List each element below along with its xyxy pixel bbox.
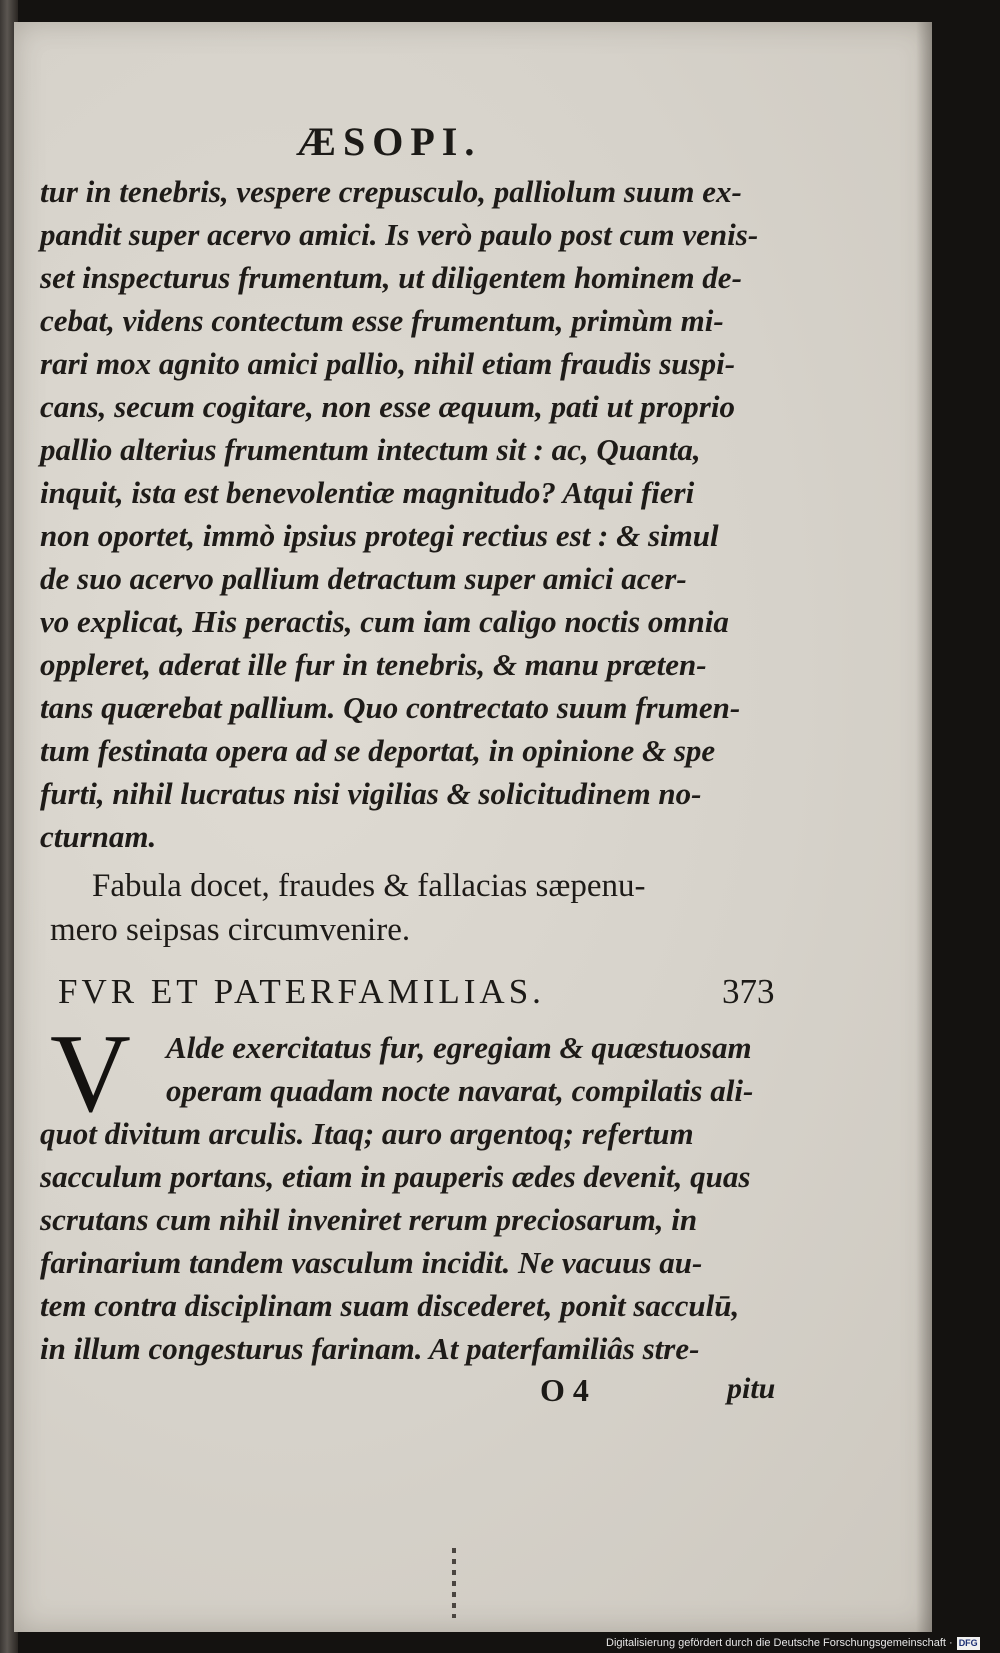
text-line: oppleret, aderat ille fur in tenebris, & manu præten- [40, 647, 707, 682]
text-line: cturnam. [40, 819, 157, 854]
text-line: scrutans cum nihil inveniret rerum preciosarum, in [40, 1202, 698, 1237]
section-title: FVR ET PATERFAMILIAS. [58, 972, 545, 1011]
text-line: de suo acervo pallium detractum super amici acer- [40, 561, 687, 596]
signature-mark: O 4 [540, 1372, 589, 1408]
text-line: tem contra disciplinam suam discederet, ponit sacculū, [40, 1288, 740, 1323]
text-line: cebat, videns contectum esse frumentum, primùm mi- [40, 303, 724, 338]
text-line: set inspecturus frumentum, ut diligentem hominem de- [40, 260, 742, 295]
gutter-stitch-mark [452, 1548, 456, 1618]
text-line: pallio alterius frumentum intectum sit : ac, Quanta, [40, 432, 701, 467]
text-line: sacculum portans, etiam in pauperis ædes devenit, quas [40, 1159, 751, 1194]
text-line: rari mox agnito amici pallio, nihil etiam fraudis suspi- [40, 346, 736, 381]
text-line: non oportet, immò ipsius protegi rectius est : & simul [40, 518, 719, 553]
text-line: cans, secum cogitare, non esse æquum, pati ut proprio [40, 389, 735, 424]
text-line: pandit super acervo amici. Is verò paulo post cum venis- [40, 217, 759, 252]
text-line: inquit, ista est benevolentiæ magnitudo? Atqui fieri [40, 475, 695, 510]
dfg-logo: DFG [958, 1637, 978, 1648]
moral-line: mero seipsas circumvenire. [50, 912, 411, 948]
text-line: operam quadam nocte navarat, compilatis ali- [166, 1073, 754, 1108]
text-line: tum festinata opera ad se deportat, in opinione & spe [40, 733, 716, 768]
text-line: tur in tenebris, vespere crepusculo, palliolum suum ex- [40, 174, 742, 209]
text-line: tans quærebat pallium. Quo contrectato suum frumen- [40, 690, 741, 725]
credit-text: Digitalisierung gefördert durch die Deutsche Forschungsgemeinschaft · [606, 1637, 953, 1649]
text-line: farinarium tandem vasculum incidit. Ne vacuus au- [40, 1245, 703, 1280]
catchword: pitu [727, 1372, 776, 1405]
page-number: 373 [722, 972, 775, 1011]
running-head: ÆSOPI. [296, 119, 482, 164]
text-line: in illum congesturus farinam. At paterfamiliâs stre- [40, 1331, 700, 1366]
text-line: quot divitum arculis. Itaq; auro argentoq; refertum [40, 1116, 694, 1151]
text-line: vo explicat, His peractis, cum iam caligo noctis omnia [40, 604, 729, 639]
text-line: Alde exercitatus fur, egregiam & quæstuosam [166, 1030, 752, 1065]
digitization-credit [606, 1633, 980, 1653]
text-line: furti, nihil lucratus nisi vigilias & solicitudinem no- [40, 776, 702, 811]
drop-cap-initial: V [50, 1012, 131, 1136]
moral-line: Fabula docet, fraudes & fallacias sæpenu- [92, 868, 646, 904]
